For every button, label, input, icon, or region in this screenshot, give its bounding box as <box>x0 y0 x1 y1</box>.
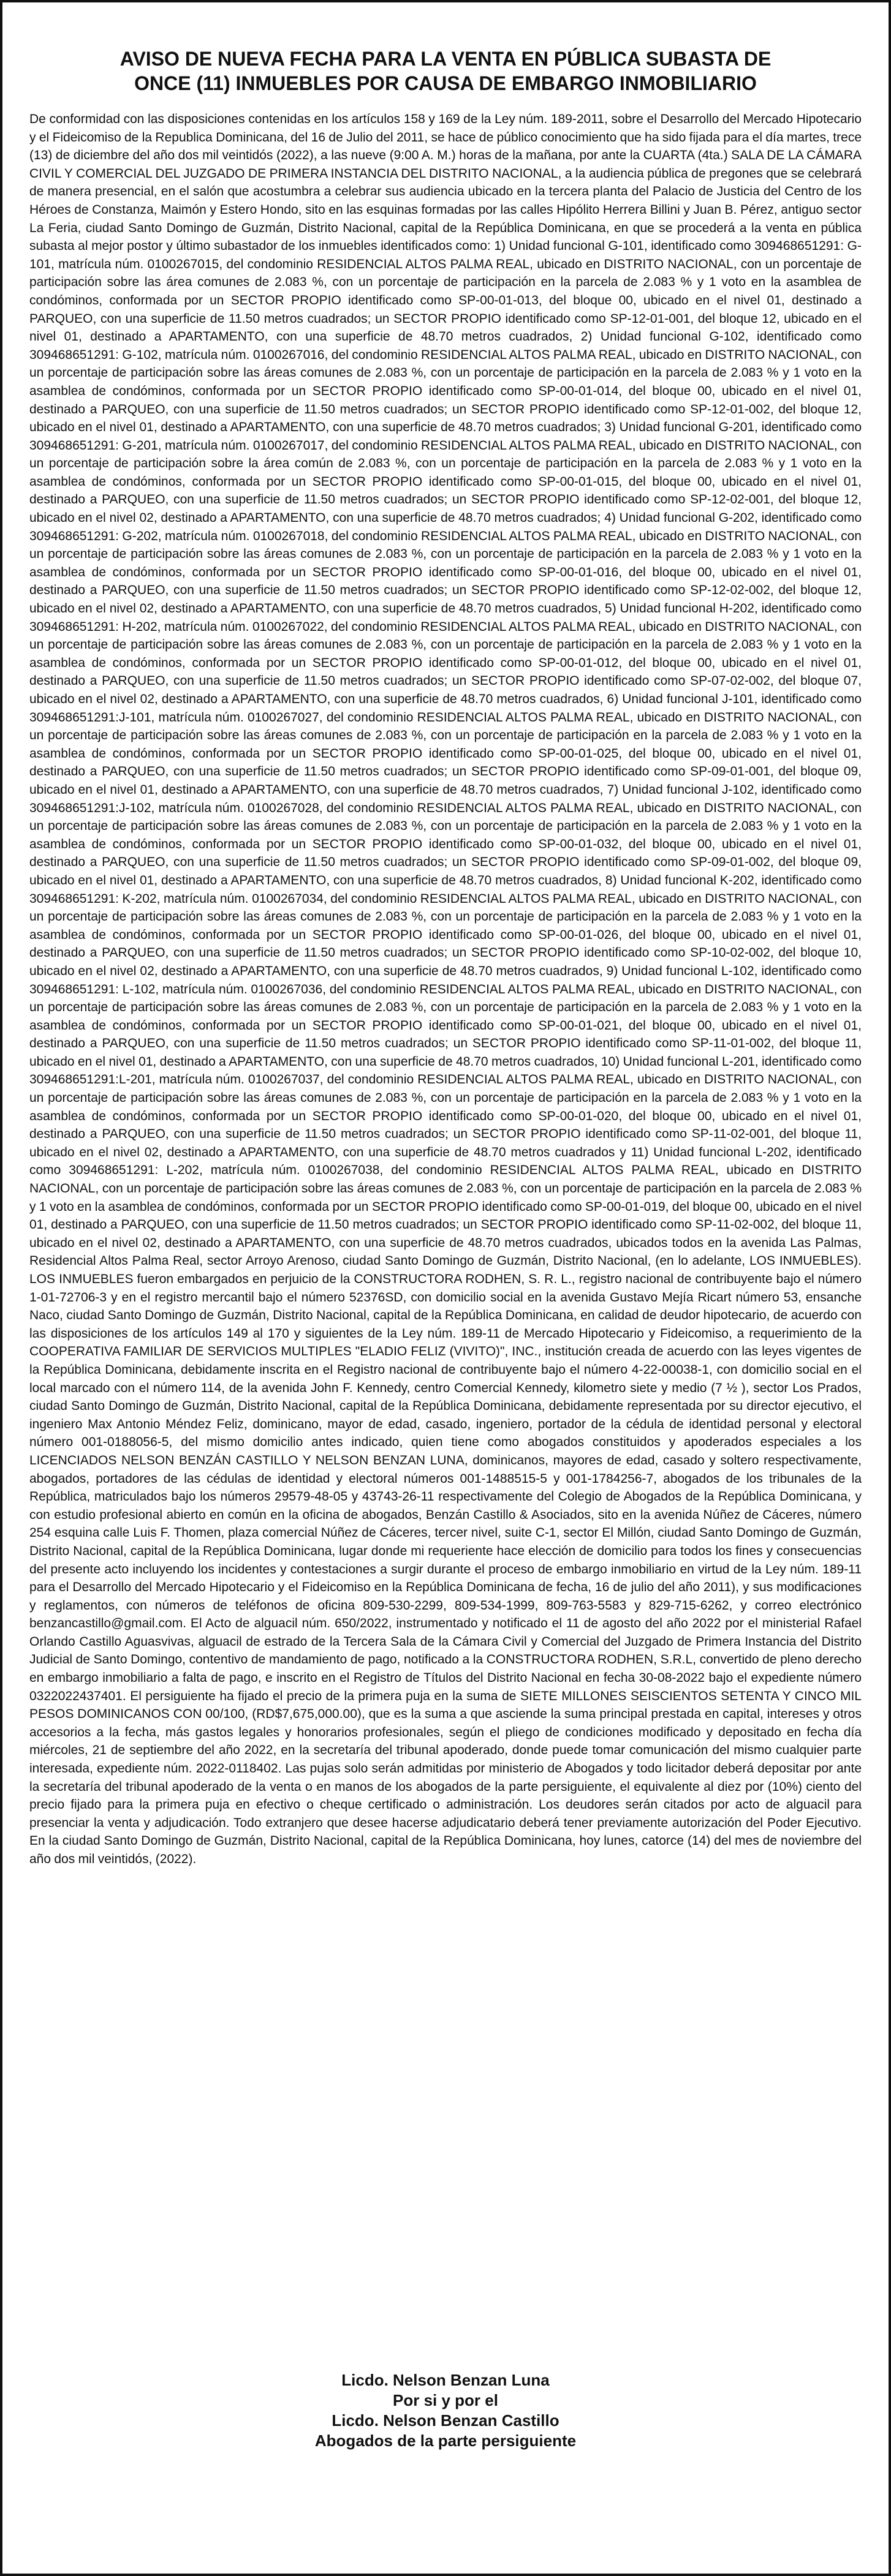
signature-line-1: Licdo. Nelson Benzan Luna <box>341 2371 550 2389</box>
signature-line-2: Por si y por el <box>393 2391 498 2409</box>
notice-title-line-2: ONCE (11) INMUEBLES POR CAUSA DE EMBARGO INMOBILIARIO <box>134 72 757 94</box>
signature-block <box>39 2370 852 2451</box>
notice-title-line-1: AVISO DE NUEVA FECHA PARA LA VENTA EN PÚBLICA SUBASTA DE <box>119 48 772 70</box>
notice-body: De conformidad con las disposiciones contenidas en los artículos 158 y 169 de la Ley núm. 189-2011, sobre el Desarrollo del Mercado Hipotecario y el Fideicomiso de la Republica Dominicana, del 16 de Julio del 2011, se hace de público conocimiento que ha sido fijada para el día martes, trece (13) de diciembre del año dos mil veintidós (2022), a las nueve (9:00 A. M.) horas de la mañana, por ante la CUARTA (4ta.) SALA DE LA CÁMARA CIVIL Y COMERCIAL DEL JUZGADO DE PRIMERA INSTANCIA DEL DISTRITO NACIONAL, a la audiencia pública de pregones que se celebrará de manera presencial, en el salón que acostumbra a celebrar sus audiencia ubicado en la tercera planta del Palacio de Justicia del Centro de los Héroes de Constanza, Maimón y Estero Hondo, sito en las esquinas formadas por las calles Hipólito Herrera Billini y Juan B. Pérez, antiguo sector La Feria, ciudad Santo Domingo de Guzmán, Distrito Nacional, capital de la República Dominicana, en que se procederá a la venta en pública subasta al mejor postor y último subastador de los inmuebles identificados como: 1) Unidad funcional G-101, identificado como 309468651291: G-101, matrícula núm. 0100267015, del condominio RESIDENCIAL ALTOS PALMA REAL, ubicado en DISTRITO NACIONAL, con un porcentaje de participación sobre las área comunes de 2.083 %, con un porcentaje de participación en la parcela de 2.083 % y 1 voto en la asamblea de condóminos, conformada por un SECTOR PROPIO identificado como SP-00-01-013, del bloque 00, ubicado en el nivel 01, destinado a PARQUEO, con una superficie de 11.50 metros cuadrados; un SECTOR PROPIO identificado como SP-12-01-001, del bloque 12, ubicado en el nivel 01, destinado a APARTAMENTO, con una superficie de 48.70 metros cuadrados, 2) Unidad funcional G-102, identificado como 309468651291: G-102, matrícula núm. 0100267016, del condominio RESIDENCIAL ALTOS PALMA REAL, ubicado en DISTRITO NACIONAL, con un porcentaje de participación sobre las áreas comunes de 2.083 %, con un porcentaje de participación en la parcela de 2.083 % y 1 voto en la asamblea de condóminos, conformada por un SECTOR PROPIO identificado como SP-00-01-014, del bloque 00, ubicado en el nivel 01, destinado a PARQUEO, con una superficie de 11.50 metros cuadrados; un SECTOR PROPIO identificado como SP-12-01-002, del bloque 12, ubicado en el nivel 01, destinado a APARTAMENTO, con una superficie de 48.70 metros cuadrados; 3) Unidad funcional G-201, identificado como 309468651291: G-201, matrícula núm. 0100267017, del condominio RESIDENCIAL ALTOS PALMA REAL, ubicado en DISTRITO NACIONAL, con un porcentaje de participación sobre la área común de 2.083 %, con un porcentaje de participación en la parcela de 2.083 % y 1 voto en la asamblea de condóminos, conformada por un SECTOR PROPIO identificado como SP-00-01-015, del bloque 00, ubicado en el nivel 01, destinado a PARQUEO, con una superficie de 11.50 metros cuadrados; un SECTOR PROPIO identificado como SP-12-02-001, del bloque 12, ubicado en el nivel 02, destinado a APARTAMENTO, con una superficie de 48.70 metros cuadrados; 4) Unidad funcional G-202, identificado como 309468651291: G-202, matrícula núm. 0100267018, del condominio RESIDENCIAL ALTOS PALMA REAL, ubicado en DISTRITO NACIONAL, con un porcentaje de participación sobre las áreas comunes de 2.083 %, con un porcentaje de participación en la parcela de 2.083 % y 1 voto en la asamblea de condóminos, conformada por un SECTOR PROPIO identificado como SP-00-01-016, del bloque 00, ubicado en el nivel 01, destinado a PARQUEO, con una superficie de 11.50 metros cuadrados; un SECTOR PROPIO identificado como SP-12-02-002, del bloque 12, ubicado en el nivel 02, destinado a APARTAMENTO, con una superficie de 48.70 metros cuadrados, 5) Unidad funcional H-202, identificado como 309468651291: H-202, matrícula núm. 0100267022, del condominio RESIDENCIAL ALTOS PALMA REAL, ubicado en DISTRITO NACIONAL, con un porcentaje de participación sobre las áreas comunes de 2.083 %, con un porcentaje de participación en la parcela de 2.083 % y 1 voto en la asamblea de condóminos, conformada por un SECTOR PROPIO identificado como SP-00-01-012, del bloque 00, ubicado en el nivel 01, destinado a PARQUEO, con una superficie de 11.50 metros cuadrados; un SECTOR PROPIO identificado como SP-07-02-002, del bloque 07, ubicado en el nivel 02, destinado a APARTAMENTO, con una superficie de 48.70 metros cuadrados, 6) Unidad funcional J-101, identificado como 309468651291:J-101, matrícula núm. 0100267027, del condominio RESIDENCIAL ALTOS PALMA REAL, ubicado en DISTRITO NACIONAL, con un porcentaje de participación sobre las áreas comunes de 2.083 %, con un porcentaje de participación en la parcela de 2.083 % y 1 voto en la asamblea de condóminos, conformada por un SECTOR PROPIO identificado como SP-00-01-025, del bloque 00, ubicado en el nivel 01, destinado a PARQUEO, con una superficie de 11.50 metros cuadrados; un SECTOR PROPIO identificado como SP-09-01-001, del bloque 09, ubicado en el nivel 01, destinado a APARTAMENTO, con una superficie de 48.70 metros cuadrados, 7) Unidad funcional J-102, identificado como 309468651291:J-102, matrícula núm. 0100267028, del condominio RESIDENCIAL ALTOS PALMA REAL, ubicado en DISTRITO NACIONAL, con un porcentaje de participación sobre las áreas comunes de 2.083 %, con un porcentaje de participación en la parcela de 2.083 % y 1 voto en la asamblea de condóminos, conformada por un SECTOR PROPIO identificado como SP-00-01-032, del bloque 00, ubicado en el nivel 01, destinado a PARQUEO, con una superficie de 11.50 metros cuadrados; un SECTOR PROPIO identificado como SP-09-01-002, del bloque 09, ubicado en el nivel 01, destinado a APARTAMENTO, con una superficie de 48.70 metros cuadrados, 8) Unidad funcional K-202, identificado como 309468651291: K-202, matrícula núm. 0100267034, del condominio RESIDENCIAL ALTOS PALMA REAL, ubicado en DISTRITO NACIONAL, con un porcentaje de participación sobre las áreas comunes de 2.083 %, con un porcentaje de participación en la parcela de 2.083 % y 1 voto en la asamblea de condóminos, conformada por un SECTOR PROPIO identificado como SP-00-01-026, del bloque 00, ubicado en el nivel 01, destinado a PARQUEO, con una superficie de 11.50 metros cuadrados; un SECTOR PROPIO identificado como SP-10-02-002, del bloque 10, ubicado en el nivel 02, destinado a APARTAMENTO, con una superficie de 48.70 metros cuadrados, 9) Unidad funcional L-102, identificado como 309468651291: L-102, matrícula núm. 0100267036, del condominio RESIDENCIAL ALTOS PALMA REAL, ubicado en DISTRITO NACIONAL, con un porcentaje de participación sobre las áreas comunes de 2.083 %, con un porcentaje de participación en la parcela de 2.083 % y 1 voto en la asamblea de condóminos, conformada por un SECTOR PROPIO identificado como SP-00-01-021, del bloque 00, ubicado en el nivel 01, destinado a PARQUEO, con una superficie de 11.50 metros cuadrados; un SECTOR PROPIO identificado como SP-11-01-002, del bloque 11, ubicado en el nivel 01, destinado a APARTAMENTO, con una superficie de 48.70 metros cuadrados, 10) Unidad funcional L-201, identificado como 309468651291:L-201, matrícula núm. 0100267037, del condominio RESIDENCIAL ALTOS PALMA REAL, ubicado en DISTRITO NACIONAL, con un porcentaje de participación sobre las áreas comunes de 2.083 %, con un porcentaje de participación en la parcela de 2.083 % y 1 voto en la asamblea de condóminos, conformada por un SECTOR PROPIO identificado como SP-00-01-020, del bloque 00, ubicado en el nivel 01, destinado a PARQUEO, con una superficie de 11.50 metros cuadrados; un SECTOR PROPIO identificado como SP-11-02-001, del bloque 11, ubicado en el nivel 02, destinado a APARTAMENTO, con una superficie de 48.70 metros cuadrados y 11) Unidad funcional L-202, identificado como 309468651291: L-202, matrícula núm. 0100267038, del condominio RESIDENCIAL ALTOS PALMA REAL, ubicado en DISTRITO NACIONAL, con un porcentaje de participación sobre las áreas comunes de 2.083 %, con un porcentaje de participación en la parcela de 2.083 % y 1 voto en la asamblea de condóminos, conformada por un SECTOR PROPIO identificado como SP-00-01-019, del bloque 00, ubicado en el nivel 01, destinado a PARQUEO, con una superficie de 11.50 metros cuadrados; un SECTOR PROPIO identificado como SP-11-02-002, del bloque 11, ubicado en el nivel 02, destinado a APARTAMENTO, con una superficie de 48.70 metros cuadrados, ubicados todos en la avenida Las Palmas, Residencial Altos Palma Real, sector Arroyo Arenoso, ciudad Santo Domingo de Guzmán, Distrito Nacional, (en lo adelante, LOS INMUEBLES). LOS INMUEBLES fueron embargados en perjuicio de la CONSTRUCTORA RODHEN, S. R. L., registro nacional de contribuyente bajo el número 1-01-72706-3 y en el registro mercantil bajo el número 52376SD, con domicilio social en la avenida Gustavo Mejía Ricart número 53, ensanche Naco, ciudad Santo Domingo de Guzmán, Distrito Nacional, capital de la República Dominicana, en calidad de deudor hipotecario, de acuerdo con las disposiciones de los artículos 149 al 170 y siguientes de la Ley núm. 189-11 de Mercado Hipotecario y Fideicomiso, a requerimiento de la COOPERATIVA FAMILIAR DE SERVICIOS MULTIPLES "ELADIO FELIZ (VIVITO)", INC., institución creada de acuerdo con las leyes vigentes de la República Dominicana, debidamente inscrita en el Registro nacional de contribuyente bajo el número 4-22-00038-1, con domicilio social en el local marcado con el número 114, de la avenida John F. Kennedy, centro Comercial Kennedy, kilometro siete y medio (7 ½ ), sector Los Prados, ciudad Santo Domingo de Guzmán, Distrito Nacional, capital de la República Dominicana, debidamente representada por su director ejecutivo, el ingeniero Max Antonio Méndez Feliz, dominicano, mayor de edad, casado, ingeniero, portador de la cédula de identidad personal y electoral número 001-0188056-5, del mismo domicilio antes indicado, quien tiene como abogados constituidos y apoderados especiales a los LICENCIADOS NELSON BENZÁN CASTILLO Y NELSON BENZAN LUNA, dominicanos, mayores de edad, casado y soltero respectivamente, abogados, portadores de las cédulas de identidad y electoral números 001-1488515-5 y 001-1784256-7, abogados de los tribunales de la República, matriculados bajo los números 29579-48-05 y 43743-26-11 respectivamente del Colegio de Abogados de la República Dominicana, y con estudio profesional abierto en común en la oficina de abogados, Benzán Castillo & Asociados, sito en la avenida Núñez de Cáceres, número 254 esquina calle Luis F. Thomen, plaza comercial Núñez de Cáceres, tercer nivel, suite C-1, sector El Millón, ciudad Santo Domingo de Guzmán, Distrito Nacional, capital de la República Dominicana, lugar donde mi requeriente hace elección de domicilio para todos los fines y consecuencias del presente acto incluyendo los incidentes y contestaciones a surgir durante el proceso de embargo inmobiliario en virtud de la Ley núm. 189-11 para el Desarrollo del Mercado Hipotecario y el Fideicomiso en la República Dominicana de fecha, 16 de julio del año 2011), y sus modificaciones y reglamentos, con números de teléfonos de oficina 809-530-2299, 809-534-1999, 809-763-5583 y 829-715-6262, y correo electrónico benzancastillo@gmail.com. El Acto de alguacil núm. 650/2022, instrumentado y notificado el 11 de agosto del año 2022 por el ministerial Rafael Orlando Castillo Aguasvivas, alguacil de estrado de la Tercera Sala de la Cámara Civil y Comercial del Juzgado de Primera Instancia del Distrito Judicial de Santo Domingo, contentivo de mandamiento de pago, notificado a la CONSTRUCTORA RODHEN, S.R.L, convertido de pleno derecho en embargo inmobiliario a falta de pago, e inscrito en el Registro de Títulos del Distrito Nacional en fecha 30-08-2022 bajo el expediente número 0322022437401. El persiguiente ha fijado el precio de la primera puja en la suma de SIETE MILLONES SEISCIENTOS SETENTA Y CINCO MIL PESOS DOMINICANOS CON 00/100, (RD$7,675,000.00), que es la suma a que asciende la suma principal prestada en capital, intereses y otros accesorios a la fecha, más gastos legales y honorarios profesionales, según el pliego de condiciones modificado y depositado en fecha día miércoles, 21 de septiembre del año 2022, en la secretaría del tribunal apoderado, donde puede tomar comunicación del mismo cualquier parte interesada, expediente núm. 2022-0118402. Las pujas solo serán admitidas por ministerio de Abogados y todo licitador deberá depositar por ante la secretaría del tribunal apoderado de la venta o en manos de los abogados de la parte persiguiente, el equivalente al diez por (10%) ciento del precio fijado para la primera puja en efectivo o cheque certificado o administración. Los deudores serán citados por acto de alguacil para presenciar la venta y adjudicación. Todo extranjero que desee hacerse adjudicatario deberá tener previamente autorización del Poder Ejecutivo. En la ciudad Santo Domingo de Guzmán, Distrito Nacional, capital de la República Dominicana, hoy lunes, catorce (14) del mes de noviembre del año dos mil veintidós, (2022). <box>29 112 862 1866</box>
notice-title <box>39 47 852 96</box>
signature-line-3: Licdo. Nelson Benzan Castillo <box>332 2411 559 2430</box>
signature-line-4: Abogados de la parte persiguiente <box>314 2431 577 2450</box>
